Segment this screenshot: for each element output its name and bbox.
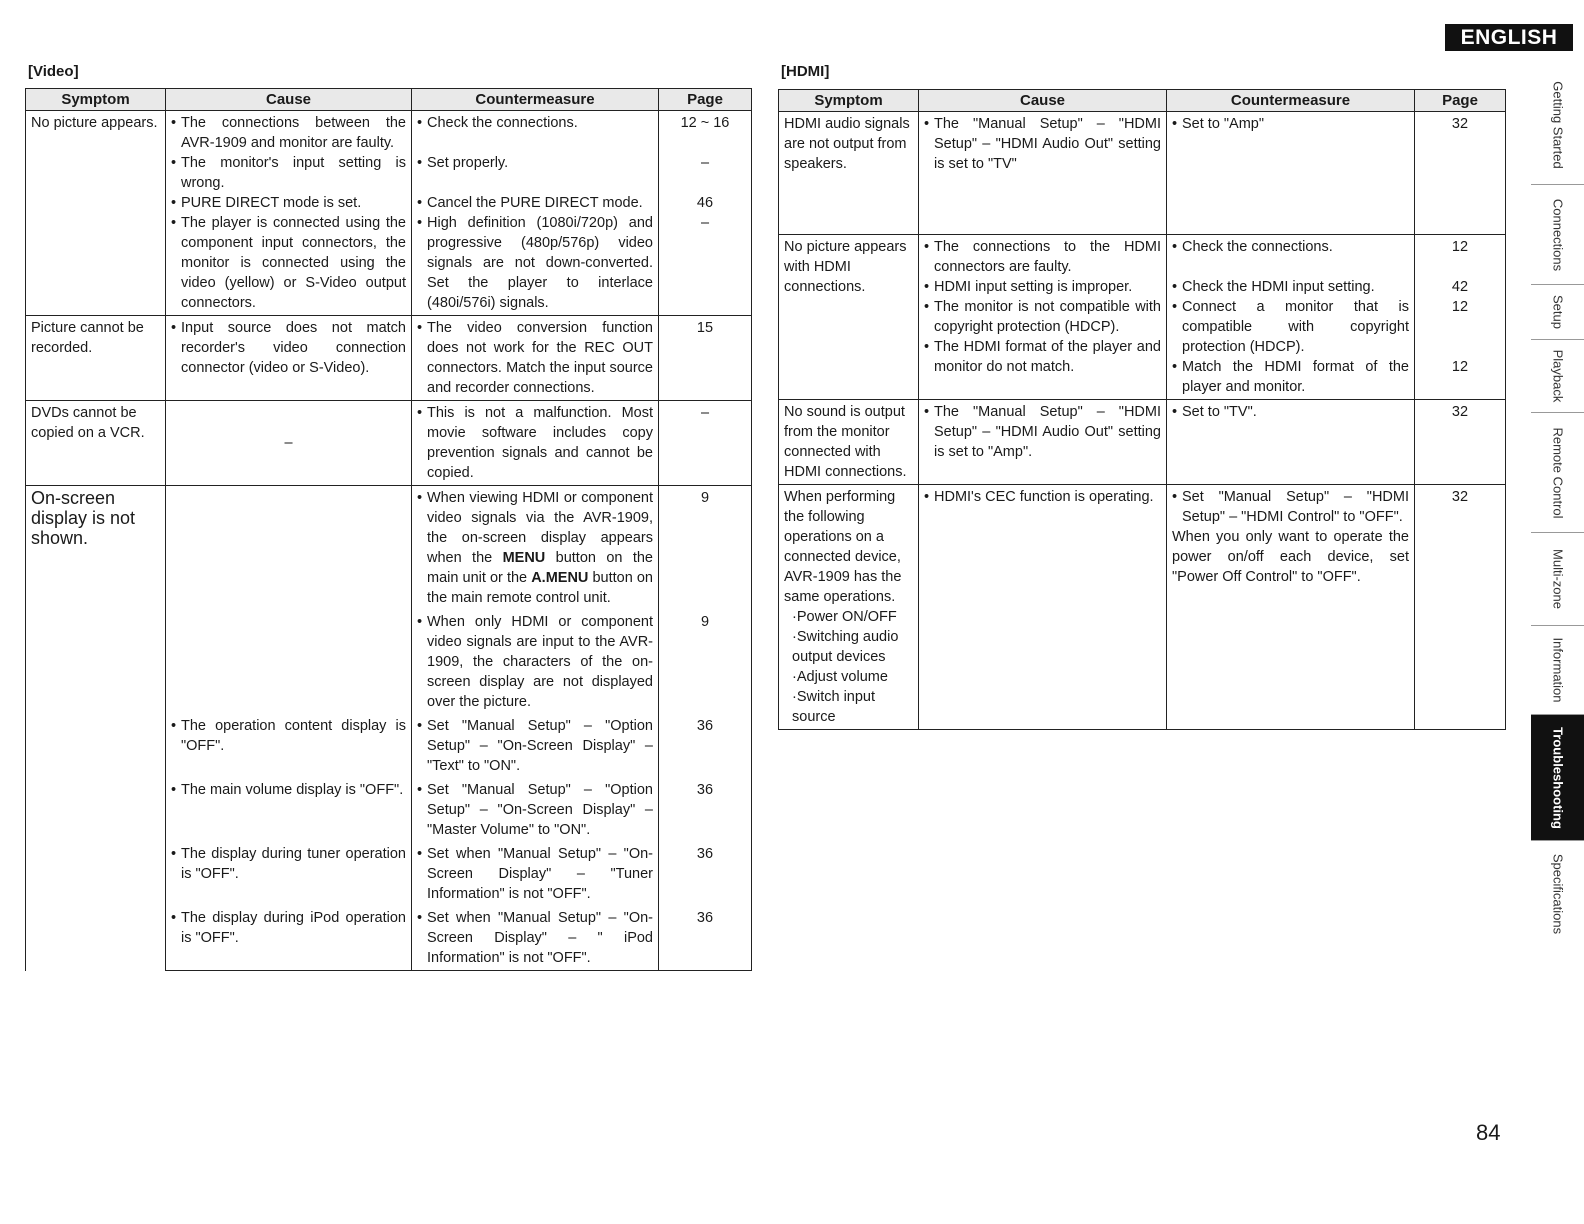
- countermeasure-item: • Check the HDMI input setting.: [1172, 277, 1409, 297]
- symptom-cell: [779, 485, 919, 730]
- table-row: [779, 400, 1506, 485]
- countermeasure-cell: [412, 610, 659, 714]
- cause-cell: [166, 486, 412, 715]
- cause-cell: [166, 714, 412, 778]
- countermeasure-item: • The video conversion function does not work for the REC OUT connectors. Match the input source and recorder connections.: [417, 318, 653, 398]
- page-ref: 12: [1451, 299, 1469, 315]
- countermeasure-item: • Set when "Manual Setup" – "On-Screen Display" – " iPod Information" is not "OFF".: [417, 908, 653, 968]
- countermeasure-cell: [412, 906, 659, 971]
- cause-cell: [919, 400, 1167, 485]
- symptom-cell: No sound is output from the monitor connected with HDMI connections.: [779, 400, 919, 485]
- symptom-cell: No picture appears with HDMI connections.: [779, 235, 919, 400]
- countermeasure-item: • Connect a monitor that is compatible with copyright protection (HDCP).: [1172, 297, 1409, 357]
- language-badge: ENGLISH: [1445, 24, 1573, 51]
- countermeasure-item: • Set "Manual Setup" – "HDMI Setup" – "HDMI Control" to "OFF".: [1172, 487, 1409, 527]
- hdmi-section-title: [HDMI]: [781, 63, 830, 80]
- page-cell: 32: [1415, 400, 1506, 485]
- page-ref: 42: [1451, 279, 1469, 295]
- operation-item: ·Switch input source: [792, 689, 876, 725]
- countermeasure-cell: [412, 401, 659, 486]
- cause-item: • The display during iPod operation is "OFF".: [171, 908, 406, 948]
- tab-remote-control[interactable]: Remote Control: [1531, 413, 1584, 533]
- countermeasure-cell: [412, 842, 659, 906]
- page-cell: [659, 111, 752, 316]
- page-number: 84: [1476, 1120, 1501, 1145]
- page-ref: –: [700, 155, 710, 171]
- operation-item: ·Switching audio output devices: [792, 629, 899, 665]
- cause-item: • Input source does not match recorder's video connection connector (video or S-Video).: [171, 318, 406, 378]
- countermeasure-item: • Set "Manual Setup" – "Option Setup" – "On-Screen Display" – "Master Volume" to "ON".: [417, 780, 653, 840]
- countermeasure-item: • Check the connections.: [1172, 237, 1409, 277]
- countermeasure-note: When you only want to operate the power on/off each device, set "Power Off Control" to "OFF".: [1172, 529, 1409, 585]
- header-page: Page: [659, 89, 752, 111]
- symptom-cell: Picture cannot be recorded.: [26, 316, 166, 401]
- page-cell: [1415, 235, 1506, 400]
- countermeasure-cell: [1167, 485, 1415, 730]
- cause-item: • The display during tuner operation is "OFF".: [171, 844, 406, 884]
- page-cell: –: [659, 401, 752, 486]
- page-cell: 9: [659, 486, 752, 611]
- countermeasure-cell: [412, 316, 659, 401]
- video-section-title: [Video]: [28, 63, 79, 80]
- symptom-cell: HDMI audio signals are not output from speakers.: [779, 112, 919, 235]
- cause-cell: [166, 842, 412, 906]
- page-ref: 12: [1451, 359, 1469, 375]
- page-ref: 12 ~ 16: [680, 115, 730, 131]
- countermeasure-cell: [412, 486, 659, 611]
- countermeasure-cell: [1167, 235, 1415, 400]
- cause-item: • The connections between the AVR-1909 and monitor are faulty.: [171, 113, 406, 153]
- cause-cell: [166, 778, 412, 842]
- cause-item: • The monitor is not compatible with copyright protection (HDCP).: [924, 297, 1161, 337]
- countermeasure-cell: [1167, 112, 1415, 235]
- cause-item: • The main volume display is "OFF".: [171, 780, 406, 800]
- countermeasure-item: • Match the HDMI format of the player and monitor.: [1172, 357, 1409, 397]
- cause-item: • The HDMI format of the player and monitor do not match.: [924, 337, 1161, 377]
- header-countermeasure: Countermeasure: [1167, 90, 1415, 112]
- cause-item: • The "Manual Setup" – "HDMI Setup" – "HDMI Audio Out" setting is set to "TV": [924, 114, 1161, 174]
- countermeasure-cell: [412, 778, 659, 842]
- cause-cell: [166, 316, 412, 401]
- operation-item: ·Power ON/OFF: [792, 609, 897, 625]
- countermeasure-item: • Cancel the PURE DIRECT mode.: [417, 193, 653, 213]
- cause-cell: [919, 235, 1167, 400]
- header-cause: Cause: [919, 90, 1167, 112]
- table-row: [26, 111, 752, 316]
- table-header-row: [779, 90, 1506, 112]
- header-page: Page: [1415, 90, 1506, 112]
- page-cell: 36: [659, 906, 752, 971]
- countermeasure-item: • Set "Manual Setup" – "Option Setup" – "On-Screen Display" – "Text" to "ON".: [417, 716, 653, 776]
- symptom-cell: DVDs cannot be copied on a VCR.: [26, 401, 166, 486]
- cause-item: • The connections to the HDMI connectors are faulty.: [924, 237, 1161, 277]
- symptom-cell: On-screen display is not shown.: [26, 486, 166, 971]
- table-row: [779, 235, 1506, 400]
- tab-specifications[interactable]: Specifications: [1550, 853, 1565, 934]
- cause-item: • The operation content display is "OFF".: [171, 716, 406, 756]
- hdmi-troubleshooting-table: [778, 89, 1506, 730]
- header-symptom: Symptom: [26, 89, 166, 111]
- table-row: [26, 486, 752, 611]
- video-troubleshooting-table: [25, 88, 752, 971]
- page-cell: 32: [1415, 112, 1506, 235]
- countermeasure-item: • Set when "Manual Setup" – "On-Screen Display" – "Tuner Information" is not "OFF".: [417, 844, 653, 904]
- cause-item: • HDMI's CEC function is operating.: [924, 487, 1161, 507]
- page-cell: 9: [659, 610, 752, 714]
- header-cause: Cause: [166, 89, 412, 111]
- cause-item: • The monitor's input setting is wrong.: [171, 153, 406, 193]
- table-header-row: [26, 89, 752, 111]
- menu-button-label: MENU: [502, 550, 546, 566]
- page-cell: 32: [1415, 485, 1506, 730]
- page-ref: 12: [1451, 239, 1469, 255]
- cause-item: • HDMI input setting is improper.: [924, 277, 1161, 297]
- cause-cell: [166, 111, 412, 316]
- cause-cell: [919, 112, 1167, 235]
- header-countermeasure: Countermeasure: [412, 89, 659, 111]
- page-cell: 36: [659, 842, 752, 906]
- page-cell: 15: [659, 316, 752, 401]
- countermeasure-item: • High definition (1080i/720p) and progressive (480p/576p) video signals are not down-converted. Set the player to interlace (480i/576i) signals.: [417, 213, 653, 313]
- operation-item: ·Adjust volume: [792, 669, 888, 685]
- cause-cell: –: [166, 401, 412, 486]
- cause-cell: [919, 485, 1167, 730]
- countermeasure-item: • When only HDMI or component video signals are input to the AVR-1909, the characters of the on-screen display are not displayed over the picture.: [417, 612, 653, 712]
- table-row: [779, 112, 1506, 235]
- cause-cell: [166, 906, 412, 971]
- countermeasure-item: • Set properly.: [417, 153, 653, 193]
- tab-playback[interactable]: Playback: [1531, 340, 1584, 413]
- symptom-cell: No picture appears.: [26, 111, 166, 316]
- tab-setup[interactable]: Setup: [1531, 285, 1584, 340]
- cause-item: • The player is connected using the component input connectors, the monitor is connected using the video (yellow) or S-Video output connectors.: [171, 213, 406, 313]
- page-ref: 46: [696, 195, 714, 211]
- tab-troubleshooting[interactable]: Troubleshooting: [1531, 715, 1584, 841]
- countermeasure-item: • Set to "TV".: [1172, 402, 1409, 422]
- countermeasure-item: • When viewing HDMI or component video signals via the AVR-1909, the on-screen display appears when the MENU button on the main unit or the A.MENU button on the main remote control unit.: [417, 488, 653, 608]
- tab-information[interactable]: Information: [1531, 626, 1584, 715]
- tab-multi-zone[interactable]: Multi-zone: [1531, 533, 1584, 626]
- table-row: [26, 316, 752, 401]
- page-cell: 36: [659, 778, 752, 842]
- countermeasure-cell: [1167, 400, 1415, 485]
- header-symptom: Symptom: [779, 90, 919, 112]
- table-row: [779, 485, 1506, 730]
- table-row: [26, 401, 752, 486]
- page-ref: –: [700, 215, 710, 231]
- cause-item: • The "Manual Setup" – "HDMI Setup" – "HDMI Audio Out" setting is set to "Amp".: [924, 402, 1161, 462]
- countermeasure-cell: [412, 111, 659, 316]
- a-menu-button-label: A.MENU: [531, 570, 589, 586]
- countermeasure-item: • This is not a malfunction. Most movie software includes copy prevention signals and cannot be copied.: [417, 403, 653, 483]
- countermeasure-item: • Check the connections.: [417, 113, 653, 153]
- section-tabs: [1531, 66, 1584, 946]
- countermeasure-cell: [412, 714, 659, 778]
- countermeasure-item: • Set to "Amp": [1172, 114, 1409, 134]
- page-cell: 36: [659, 714, 752, 778]
- symptom-text: When performing the following operations on a connected device, AVR-1909 has the same operations.: [784, 489, 902, 605]
- tab-getting-started[interactable]: Getting Started: [1531, 66, 1584, 185]
- cause-item: • PURE DIRECT mode is set.: [171, 193, 406, 213]
- tab-connections[interactable]: Connections: [1531, 185, 1584, 285]
